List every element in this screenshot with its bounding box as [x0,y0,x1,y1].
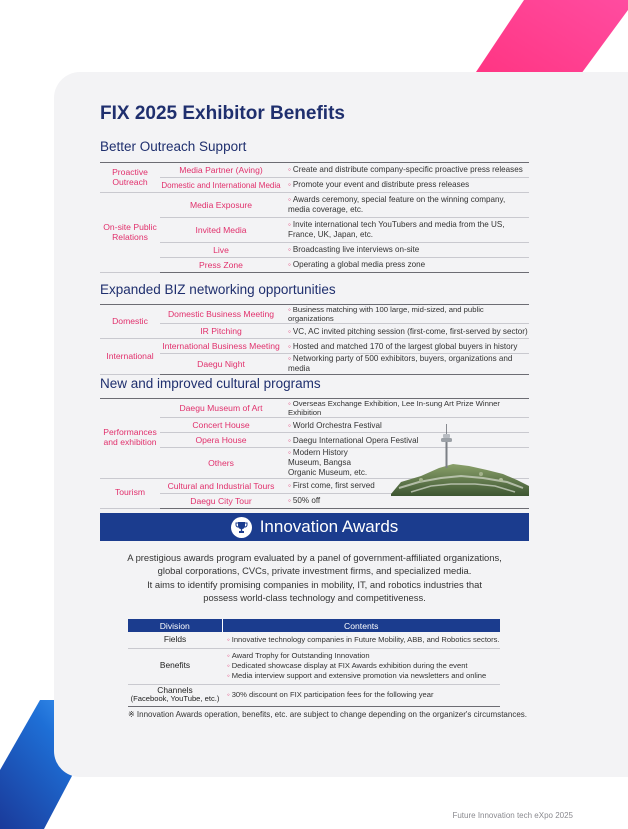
subcategory-cell: Cultural and Industrial Tours [160,478,282,493]
contents-item: 30% discount on FIX participation fees for the following year [231,689,434,699]
description-text: Awards ceremony, special feature on the winning company, media coverage, etc. [288,195,506,214]
division-header: Division [128,619,222,632]
description-cell [282,163,529,178]
bullet-icon: ◦ [227,660,230,670]
table-row [100,178,529,193]
contents-item: Innovative technology companies in Future Mobility, ABB, and Robotics sectors. [231,634,500,644]
cultural-heading: New and improved cultural programs [100,376,321,391]
description-text: Daegu International Opera Festival [292,435,419,445]
table-row [128,632,500,648]
bullet-icon: ◦ [288,495,291,505]
description-text: Overseas Exchange Exhibition, Lee In-sung Art Prize Winner Exhibition [288,399,500,418]
description-cell [282,354,529,374]
subcategory-cell: International Business Meeting [160,339,282,354]
bullet-icon: ◦ [227,650,230,660]
description-cell [282,324,529,339]
bullet-icon: ◦ [288,195,291,205]
networking-heading: Expanded BIZ networking opportunities [100,282,336,297]
description-text: Invite international tech YouTubers and media from the US, France, UK, Japan, etc. [288,220,505,239]
bullet-icon: ◦ [288,165,291,175]
table-row [100,218,529,243]
bullet-icon: ◦ [288,399,291,408]
subcategory-cell: Daegu Museum of Art [160,399,282,418]
description-text: Create and distribute company-specific proactive press releases [292,165,523,175]
description-cell [282,258,529,273]
table-row [100,354,529,374]
division-cell: Fields [128,632,222,648]
contents-cell [222,632,500,648]
daegu-tower-image [391,424,529,496]
description-text: VC, AC invited pitching session (first-come, first-served by sector) [292,326,528,336]
table-row [100,243,529,258]
table-row [100,163,529,178]
division-label: Channels [157,684,193,695]
subcategory-cell: Live [160,243,282,258]
table-row [100,258,529,273]
description-line: possess world-class technology and competitiveness. [203,592,426,604]
contents-cell [222,648,500,684]
category-cell: Tourism [100,478,160,508]
category-cell: On-site Public Relations [100,193,160,273]
bullet-icon: ◦ [288,260,291,270]
subcategory-cell: Domestic Business Meeting [160,305,282,324]
table-row [100,324,529,339]
contents-header: Contents [222,619,500,632]
bullet-icon: ◦ [288,220,291,230]
bullet-icon: ◦ [288,326,291,336]
contents-item: Dedicated showcase display at FIX Awards exhibition during the event [231,660,468,670]
description-cell [282,193,529,218]
bullet-icon: ◦ [288,305,291,314]
innovation-awards-banner [100,513,529,541]
description-cell [282,178,529,193]
description-cell [282,399,529,418]
table-row [100,305,529,324]
outreach-table [100,162,529,273]
contents-item: Media interview support and extensive promotion via newsletters and online [231,671,487,681]
subcategory-cell: Domestic and International Media [160,178,282,193]
contents-cell [222,684,500,706]
bullet-icon: ◦ [227,689,230,699]
category-cell: Domestic [100,305,160,339]
subcategory-cell: Media Partner (Aving) [160,163,282,178]
table-row [100,193,529,218]
description-text: Networking party of 500 exhibitors, buyers, organizations and media [288,354,513,374]
subcategory-cell: Invited Media [160,218,282,243]
table-row [128,648,500,684]
description-text: Operating a global media press zone [292,260,426,270]
description-cell [282,218,529,243]
category-cell: Performances and exhibition [100,399,160,479]
subcategory-cell: IR Pitching [160,324,282,339]
description-cell [282,243,529,258]
awards-table [128,619,500,707]
contents-item: Award Trophy for Outstanding Innovation [231,650,370,660]
bullet-icon: ◦ [288,245,291,255]
description-text: World Orchestra Festival [292,420,382,430]
table-header-row [128,619,500,632]
subcategory-cell: Others [160,448,282,478]
description-cell [282,305,529,324]
division-sublabel: (Facebook, YouTube, etc.) [130,694,220,704]
division-cell [128,684,222,706]
subcategory-cell: Media Exposure [160,193,282,218]
bullet-icon: ◦ [288,420,291,430]
category-cell: Proactive Outreach [100,163,160,193]
description-cell [282,339,529,354]
description-line: A prestigious awards program evaluated by a panel of government-affiliated organizations, [127,552,502,563]
outreach-heading: Better Outreach Support [100,139,247,154]
subcategory-cell: Opera House [160,433,282,448]
description-text: Hosted and matched 170 of the largest global buyers in history [292,341,518,351]
category-cell: International [100,339,160,374]
awards-description [100,551,529,604]
bullet-icon: ◦ [288,435,291,445]
subcategory-cell: Concert House [160,418,282,433]
trophy-icon [231,517,252,538]
table-row [100,339,529,354]
subcategory-cell: Daegu Night [160,354,282,374]
bullet-icon: ◦ [227,671,230,681]
subcategory-cell: Press Zone [160,258,282,273]
bullet-icon: ◦ [288,180,291,190]
footer-text: Future Innovation tech eXpo 2025 [452,811,573,820]
description-line: global corporations, CVCs, private investment firms, and specialized media. [157,565,472,577]
description-text: Business matching with 100 large, mid-sized, and public organizations [288,305,484,324]
table-row [100,399,529,418]
division-cell: Benefits [128,648,222,684]
bullet-icon: ◦ [288,341,291,351]
bullet-icon: ◦ [288,354,291,364]
bullet-icon: ◦ [288,480,291,490]
awards-note: ※ Innovation Awards operation, benefits, etc. are subject to change depending on the organizer's circumstances. [128,710,527,719]
networking-table [100,304,529,375]
description-line: It aims to identify promising companies in mobility, IT, and robotics industries that [147,578,482,590]
description-text: Broadcasting live interviews on-site [292,245,420,255]
subcategory-cell: Daegu City Tour [160,493,282,508]
description-text: Promote your event and distribute press releases [292,180,470,190]
description-text: Modern History Museum, Bangsa Organic Museum, etc. [288,448,368,477]
bullet-icon: ◦ [227,634,230,644]
table-row [128,684,500,706]
description-text: First come, first served [292,480,375,490]
page-title: FIX 2025 Exhibitor Benefits [100,103,345,124]
bullet-icon: ◦ [288,448,291,458]
description-text: 50% off [292,495,321,505]
banner-title: Innovation Awards [259,517,399,536]
